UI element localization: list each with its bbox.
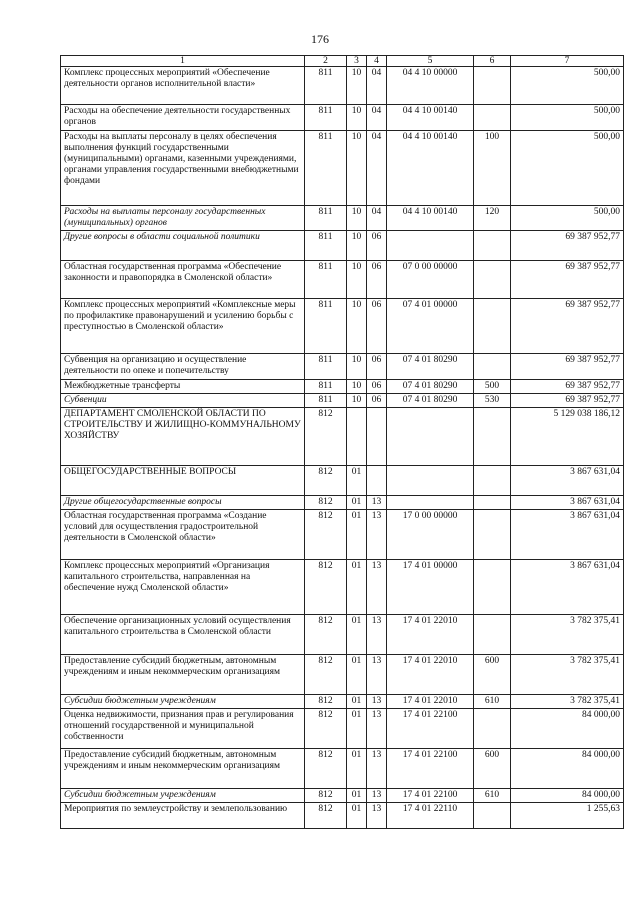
table-row bbox=[61, 299, 624, 354]
row-ministry-code: 811 bbox=[305, 299, 347, 354]
row-section: 01 bbox=[347, 789, 367, 803]
row-subsection: 06 bbox=[367, 394, 387, 408]
row-ministry-code: 812 bbox=[305, 655, 347, 695]
row-name: Комплекс процессных мероприятий «Комплексные меры по профилактике правонарушений и усилению борьбы с преступностью в Смоленской области» bbox=[61, 299, 305, 354]
table-row bbox=[61, 695, 624, 709]
row-name: Мероприятия по землеустройству и землепользованию bbox=[61, 803, 305, 829]
table-row bbox=[61, 466, 624, 496]
row-name: Оценка недвижимости, признания прав и регулирования отношений государственной и муниципальной собственности bbox=[61, 709, 305, 749]
row-expense-type bbox=[474, 709, 511, 749]
row-subsection: 06 bbox=[367, 299, 387, 354]
table-row bbox=[61, 380, 624, 394]
row-expense-type bbox=[474, 466, 511, 496]
row-target-article: 07 0 00 00000 bbox=[387, 261, 474, 299]
row-section: 10 bbox=[347, 380, 367, 394]
row-ministry-code: 811 bbox=[305, 380, 347, 394]
row-ministry-code: 812 bbox=[305, 789, 347, 803]
row-subsection: 06 bbox=[367, 231, 387, 261]
row-target-article: 04 4 10 00140 bbox=[387, 206, 474, 231]
row-amount: 5 129 038 186,12 bbox=[511, 408, 624, 466]
row-name: Субсидии бюджетным учреждениям bbox=[61, 789, 305, 803]
row-name: Расходы на выплаты персоналу государственных (муниципальных) органов bbox=[61, 206, 305, 231]
row-section: 10 bbox=[347, 394, 367, 408]
row-section: 01 bbox=[347, 709, 367, 749]
row-expense-type bbox=[474, 510, 511, 560]
table-row bbox=[61, 354, 624, 380]
row-expense-type: 610 bbox=[474, 789, 511, 803]
row-ministry-code: 812 bbox=[305, 560, 347, 615]
row-subsection: 04 bbox=[367, 67, 387, 105]
row-target-article: 17 4 01 22100 bbox=[387, 789, 474, 803]
row-name: Субвенция на организацию и осуществление деятельности по опеке и попечительству bbox=[61, 354, 305, 380]
table-row bbox=[61, 749, 624, 789]
row-amount: 500,00 bbox=[511, 206, 624, 231]
row-ministry-code: 811 bbox=[305, 231, 347, 261]
row-name: Субсидии бюджетным учреждениям bbox=[61, 695, 305, 709]
row-name: Другие вопросы в области социальной политики bbox=[61, 231, 305, 261]
row-expense-type bbox=[474, 496, 511, 510]
row-target-article: 07 4 01 80290 bbox=[387, 394, 474, 408]
row-ministry-code: 812 bbox=[305, 408, 347, 466]
row-name: Субвенции bbox=[61, 394, 305, 408]
row-ministry-code: 812 bbox=[305, 749, 347, 789]
header-col-4: 4 bbox=[367, 56, 387, 67]
row-section: 01 bbox=[347, 496, 367, 510]
row-name: Комплекс процессных мероприятий «Обеспечение деятельности органов исполнительной власти» bbox=[61, 67, 305, 105]
row-subsection: 13 bbox=[367, 510, 387, 560]
row-name: Другие общегосударственные вопросы bbox=[61, 496, 305, 510]
row-name: Комплекс процессных мероприятий «Организация капитального строительства, направленная на обеспечение нужд Смоленской области» bbox=[61, 560, 305, 615]
row-target-article bbox=[387, 466, 474, 496]
header-col-6: 6 bbox=[474, 56, 511, 67]
row-target-article: 04 4 10 00000 bbox=[387, 67, 474, 105]
row-section: 10 bbox=[347, 67, 367, 105]
row-target-article: 17 4 01 22100 bbox=[387, 749, 474, 789]
row-subsection: 13 bbox=[367, 803, 387, 829]
row-amount: 69 387 952,77 bbox=[511, 261, 624, 299]
row-amount: 84 000,00 bbox=[511, 709, 624, 749]
row-expense-type: 610 bbox=[474, 695, 511, 709]
header-row bbox=[61, 56, 624, 67]
table-row bbox=[61, 560, 624, 615]
row-ministry-code: 812 bbox=[305, 510, 347, 560]
header-col-2: 2 bbox=[305, 56, 347, 67]
row-ministry-code: 812 bbox=[305, 709, 347, 749]
row-section: 01 bbox=[347, 655, 367, 695]
row-expense-type bbox=[474, 803, 511, 829]
row-subsection: 13 bbox=[367, 496, 387, 510]
row-subsection: 06 bbox=[367, 380, 387, 394]
row-expense-type bbox=[474, 105, 511, 131]
row-target-article: 17 4 01 22010 bbox=[387, 615, 474, 655]
row-amount: 69 387 952,77 bbox=[511, 231, 624, 261]
row-ministry-code: 811 bbox=[305, 206, 347, 231]
row-ministry-code: 811 bbox=[305, 261, 347, 299]
row-ministry-code: 812 bbox=[305, 695, 347, 709]
table-row bbox=[61, 206, 624, 231]
row-expense-type: 600 bbox=[474, 655, 511, 695]
row-target-article bbox=[387, 496, 474, 510]
table-row bbox=[61, 615, 624, 655]
row-subsection bbox=[367, 466, 387, 496]
row-amount: 69 387 952,77 bbox=[511, 380, 624, 394]
row-name: ДЕПАРТАМЕНТ СМОЛЕНСКОЙ ОБЛАСТИ ПО СТРОИТЕЛЬСТВУ И ЖИЛИЩНО-КОММУНАЛЬНОМУ ХОЗЯЙСТВУ bbox=[61, 408, 305, 466]
table-row bbox=[61, 496, 624, 510]
row-expense-type bbox=[474, 615, 511, 655]
row-expense-type: 500 bbox=[474, 380, 511, 394]
row-section: 10 bbox=[347, 105, 367, 131]
row-subsection: 13 bbox=[367, 615, 387, 655]
table-row bbox=[61, 105, 624, 131]
row-target-article: 07 4 01 80290 bbox=[387, 354, 474, 380]
row-subsection: 04 bbox=[367, 206, 387, 231]
table-row bbox=[61, 709, 624, 749]
table-body bbox=[61, 67, 624, 829]
row-amount: 3 867 631,04 bbox=[511, 466, 624, 496]
row-expense-type: 100 bbox=[474, 131, 511, 206]
page-number: 176 bbox=[311, 32, 329, 46]
row-ministry-code: 812 bbox=[305, 496, 347, 510]
row-ministry-code: 812 bbox=[305, 615, 347, 655]
row-ministry-code: 811 bbox=[305, 354, 347, 380]
row-target-article bbox=[387, 231, 474, 261]
row-expense-type bbox=[474, 560, 511, 615]
row-section: 01 bbox=[347, 695, 367, 709]
row-name: Обеспечение организационных условий осуществления капитального строительства в Смоленской области bbox=[61, 615, 305, 655]
table-row bbox=[61, 67, 624, 105]
row-name: Предоставление субсидий бюджетным, автономным учреждениям и иным некоммерческим организациям bbox=[61, 749, 305, 789]
row-ministry-code: 811 bbox=[305, 131, 347, 206]
row-section: 10 bbox=[347, 354, 367, 380]
budget-table bbox=[60, 55, 624, 829]
row-expense-type: 120 bbox=[474, 206, 511, 231]
row-amount: 69 387 952,77 bbox=[511, 299, 624, 354]
header-col-7: 7 bbox=[511, 56, 624, 67]
row-name: Расходы на обеспечение деятельности государственных органов bbox=[61, 105, 305, 131]
row-subsection bbox=[367, 408, 387, 466]
row-amount: 1 255,63 bbox=[511, 803, 624, 829]
table-row bbox=[61, 131, 624, 206]
row-expense-type: 530 bbox=[474, 394, 511, 408]
row-target-article: 17 4 01 22110 bbox=[387, 803, 474, 829]
table-row bbox=[61, 789, 624, 803]
row-target-article: 17 4 01 22100 bbox=[387, 709, 474, 749]
row-target-article: 17 4 01 22010 bbox=[387, 655, 474, 695]
row-expense-type: 600 bbox=[474, 749, 511, 789]
header-col-5: 5 bbox=[387, 56, 474, 67]
row-subsection: 06 bbox=[367, 354, 387, 380]
row-name: Предоставление субсидий бюджетным, автономным учреждениям и иным некоммерческим организациям bbox=[61, 655, 305, 695]
row-expense-type bbox=[474, 354, 511, 380]
row-name: ОБЩЕГОСУДАРСТВЕННЫЕ ВОПРОСЫ bbox=[61, 466, 305, 496]
row-amount: 3 867 631,04 bbox=[511, 510, 624, 560]
row-target-article: 17 0 00 00000 bbox=[387, 510, 474, 560]
row-amount: 84 000,00 bbox=[511, 789, 624, 803]
row-amount: 3 867 631,04 bbox=[511, 560, 624, 615]
row-expense-type bbox=[474, 408, 511, 466]
row-expense-type bbox=[474, 261, 511, 299]
row-target-article: 07 4 01 80290 bbox=[387, 380, 474, 394]
row-section: 10 bbox=[347, 206, 367, 231]
row-section: 01 bbox=[347, 466, 367, 496]
row-amount: 84 000,00 bbox=[511, 749, 624, 789]
row-section: 01 bbox=[347, 749, 367, 789]
header-col-3: 3 bbox=[347, 56, 367, 67]
row-name: Межбюджетные трансферты bbox=[61, 380, 305, 394]
header-col-1: 1 bbox=[61, 56, 305, 67]
row-amount: 3 782 375,41 bbox=[511, 695, 624, 709]
row-expense-type bbox=[474, 299, 511, 354]
row-subsection: 13 bbox=[367, 749, 387, 789]
row-subsection: 04 bbox=[367, 131, 387, 206]
row-amount: 500,00 bbox=[511, 131, 624, 206]
row-section: 10 bbox=[347, 231, 367, 261]
table-row bbox=[61, 655, 624, 695]
row-ministry-code: 812 bbox=[305, 803, 347, 829]
table-row bbox=[61, 803, 624, 829]
table-row bbox=[61, 261, 624, 299]
table-row bbox=[61, 231, 624, 261]
row-expense-type bbox=[474, 231, 511, 261]
row-target-article: 17 4 01 22010 bbox=[387, 695, 474, 709]
row-amount: 500,00 bbox=[511, 67, 624, 105]
row-section: 01 bbox=[347, 560, 367, 615]
row-target-article bbox=[387, 408, 474, 466]
row-amount: 500,00 bbox=[511, 105, 624, 131]
row-section bbox=[347, 408, 367, 466]
row-amount: 3 867 631,04 bbox=[511, 496, 624, 510]
row-amount: 3 782 375,41 bbox=[511, 615, 624, 655]
row-amount: 3 782 375,41 bbox=[511, 655, 624, 695]
row-subsection: 04 bbox=[367, 105, 387, 131]
row-section: 01 bbox=[347, 615, 367, 655]
row-section: 10 bbox=[347, 299, 367, 354]
row-ministry-code: 812 bbox=[305, 466, 347, 496]
row-target-article: 07 4 01 00000 bbox=[387, 299, 474, 354]
row-subsection: 13 bbox=[367, 695, 387, 709]
row-section: 01 bbox=[347, 510, 367, 560]
row-amount: 69 387 952,77 bbox=[511, 354, 624, 380]
table-row bbox=[61, 408, 624, 466]
row-subsection: 13 bbox=[367, 560, 387, 615]
table-row bbox=[61, 510, 624, 560]
table-row bbox=[61, 394, 624, 408]
row-section: 01 bbox=[347, 803, 367, 829]
row-ministry-code: 811 bbox=[305, 394, 347, 408]
row-subsection: 13 bbox=[367, 709, 387, 749]
row-target-article: 04 4 10 00140 bbox=[387, 105, 474, 131]
row-ministry-code: 811 bbox=[305, 67, 347, 105]
row-name: Областная государственная программа «Обеспечение законности и правопорядка в Смоленской области» bbox=[61, 261, 305, 299]
row-name: Областная государственная программа «Создание условий для осуществления градостроительной деятельности в Смоленской области» bbox=[61, 510, 305, 560]
row-section: 10 bbox=[347, 131, 367, 206]
row-subsection: 13 bbox=[367, 655, 387, 695]
row-subsection: 06 bbox=[367, 261, 387, 299]
row-target-article: 17 4 01 00000 bbox=[387, 560, 474, 615]
row-name: Расходы на выплаты персоналу в целях обеспечения выполнения функций государственными (муниципальными) органами, казенными учреждениями, органами управления государственными внебюджетными фондами bbox=[61, 131, 305, 206]
row-expense-type bbox=[474, 67, 511, 105]
row-subsection: 13 bbox=[367, 789, 387, 803]
row-section: 10 bbox=[347, 261, 367, 299]
row-ministry-code: 811 bbox=[305, 105, 347, 131]
row-amount: 69 387 952,77 bbox=[511, 394, 624, 408]
row-target-article: 04 4 10 00140 bbox=[387, 131, 474, 206]
